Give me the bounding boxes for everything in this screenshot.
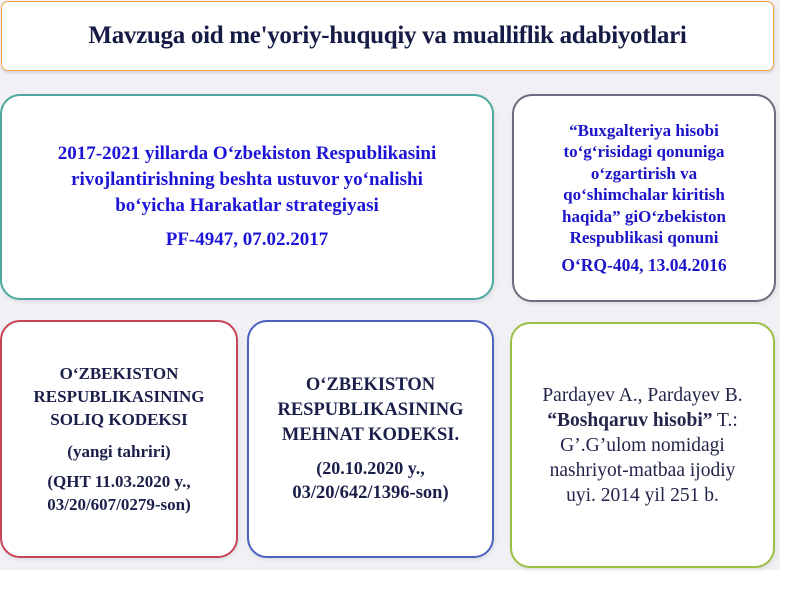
book-line-3: uyi. 2014 yil 251 b. [566, 484, 719, 506]
title-box [1, 1, 774, 71]
labor-line-2: RESPUBLIKASINING [277, 399, 464, 420]
law-line-6: Respublikasi qonuni [569, 228, 719, 248]
card-tax-code [0, 320, 238, 558]
law-line-1: “Buxgalteriya hisobi [569, 120, 719, 140]
labor-reference-line-2: 03/20/642/1396-son) [292, 482, 449, 503]
tax-subtitle: (yangi tahriri) [67, 442, 171, 461]
law-line-5: haqida” giO‘zbekiston [562, 206, 726, 226]
strategy-line-3: bo‘yicha Harakatlar strategiyasi [115, 195, 379, 216]
card-labor-code [247, 320, 494, 558]
tax-line-1: O‘ZBEKISTON [59, 364, 179, 383]
card-action-strategy [0, 94, 494, 300]
law-line-2: to‘g‘risidagi qonuniga [563, 142, 725, 162]
labor-line-1: O‘ZBEKISTON [305, 374, 436, 395]
card-accounting-law [512, 94, 776, 302]
labor-line-3: MEHNAT KODEKSI. [281, 424, 460, 445]
law-line-3: o‘zgartirish va [590, 163, 698, 183]
book-title-line [547, 408, 738, 433]
tax-reference-line-1: (QHT 11.03.2020 y., [47, 472, 191, 491]
tax-line-3: SOLIQ KODEKSI [50, 410, 188, 429]
strategy-line-2: rivojlantirishning beshta ustuvor yo‘nalishi [71, 169, 423, 190]
book-publisher-city: T.: [712, 409, 738, 431]
tax-reference-line-2: 03/20/607/0279-son) [47, 495, 191, 514]
book-title: “Boshqaruv hisobi” [547, 409, 713, 431]
book-line-2: nashriyot-matbaa ijodiy [549, 459, 736, 481]
labor-reference-line-1: (20.10.2020 y., [316, 457, 425, 478]
strategy-reference: PF-4947, 07.02.2017 [165, 229, 329, 250]
tax-line-2: RESPUBLIKASINING [33, 387, 205, 406]
book-line-1: G’.G’ulom nomidagi [560, 434, 725, 456]
strategy-line-1: 2017-2021 yillarda O‘zbekiston Respublikasini [57, 143, 437, 164]
slide-title: Mavzuga oid me'yoriy-huquqiy va mualliflik adabiyotlari [88, 22, 687, 49]
law-reference: O‘RQ-404, 13.04.2016 [561, 254, 727, 275]
law-line-4: qo‘shimchalar kiritish [563, 185, 725, 205]
book-authors: Pardayev A., Pardayev B. [542, 384, 743, 406]
card-book-reference [510, 322, 775, 568]
